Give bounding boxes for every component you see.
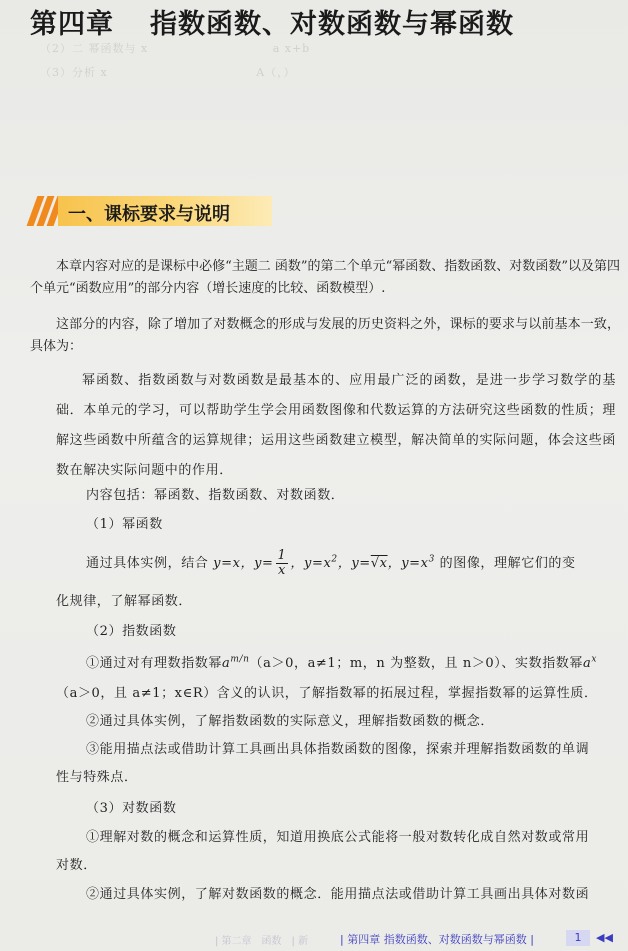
intro-paragraph: 本章内容对应的是课标中必修“主题二 函数”的第二个单元“幂函数、指数函数、对数函数”以及第四个单元“函数应用”的部分内容（增长速度的比较、函数模型）.	[30, 259, 620, 296]
content-label: 内容包括：幂函数、指数函数、对数函数．	[86, 488, 345, 503]
text-fragment: 通过具体实例，结合	[86, 556, 209, 571]
section-title: 一、课标要求与说明	[68, 204, 230, 225]
text-fragment: 的图像，理解它们的变	[439, 556, 576, 571]
text-fragment: ①通过对有理数指数幂	[86, 656, 223, 671]
exponential-text-3: ③能用描点法或借助计算工具画出具体指数函数的图像，探索并理解指数函数的单调	[86, 742, 590, 757]
power-function-text	[86, 548, 576, 580]
text-fragment: （a＞0，a≠1；m，n 为整数，且 n＞0）、实数指数幂	[249, 656, 583, 671]
item-heading-log: （3）对数函数	[86, 801, 177, 816]
formula: $a^x$	[583, 654, 598, 671]
item-heading-power: （1）幂函数	[86, 517, 163, 532]
formula: ，$y=x^2$，y=√x，$y=x^3$	[290, 554, 435, 571]
formula-fraction: $\frac{1}{x}$	[277, 548, 287, 578]
power-function-text-cont: 化规律，了解幂函数．	[56, 594, 193, 609]
bleed-through-text: （3）分析 x A（，）	[40, 66, 296, 79]
standard-paragraph: 幂函数、指数函数与对数函数是最基本的、应用最广泛的函数，是进一步学习数学的基础．本单元的学习，可以帮助学生学会用函数图像和代数运算的方法研究这些函数的性质；理解这些函数中所蕴含的运算规律；运用这些函数建立模型，解决简单的实际问题，体会这些函数在解决实际问题中的作用．	[56, 373, 616, 478]
exponential-text-2: ②通过具体实例，了解指数函数的实际意义，理解指数函数的概念．	[86, 714, 495, 729]
bleed-through-text	[40, 96, 244, 112]
log-text-2: ②通过具体实例，了解对数函数的概念．能用描点法或借助计算工具画出具体对数函	[86, 887, 590, 902]
page-number: 1	[566, 930, 590, 946]
formula: $a^{m/n}$	[222, 654, 250, 671]
chapter-title: 指数函数、对数函数与幂函数	[150, 9, 514, 40]
section-banner	[30, 196, 272, 226]
double-arrow-left-icon: ◀◀	[596, 931, 613, 944]
log-text-1-cont: 对数．	[56, 858, 97, 873]
bleed-through-text: （2）二 幂函数与 x a x+b	[40, 42, 311, 55]
formula: y=x，y=	[213, 556, 274, 571]
intro-paragraph: 这部分的内容，除了增加了对数概念的形成与发展的历史资料之外，课标的要求与以前基本一致，具体为：	[30, 317, 620, 354]
bleed-through-text	[40, 126, 232, 142]
exponential-text-1-cont: （a＞0，且 a≠1；x∈R）含义的认识，了解指数幂的拓展过程，掌握指数幂的运算性质．	[56, 686, 598, 701]
page-footer	[0, 928, 628, 951]
chapter-heading	[30, 2, 514, 41]
chapter-number: 第四章	[30, 9, 114, 40]
item-heading-exponential: （2）指数函数	[86, 624, 177, 639]
bleed-through-text	[40, 155, 280, 171]
log-text-1: ①理解对数的概念和运算性质，知道用换底公式能将一般对数转化成自然对数或常用	[86, 830, 590, 845]
footer-chapter-ref: | 第四章 指数函数、对数函数与幂函数 |	[340, 933, 534, 946]
exponential-text-1	[86, 652, 597, 671]
exponential-text-3-cont: 性与特殊点．	[56, 770, 138, 785]
bleed-through-text: | 第二章 函数 | 新	[215, 936, 309, 947]
